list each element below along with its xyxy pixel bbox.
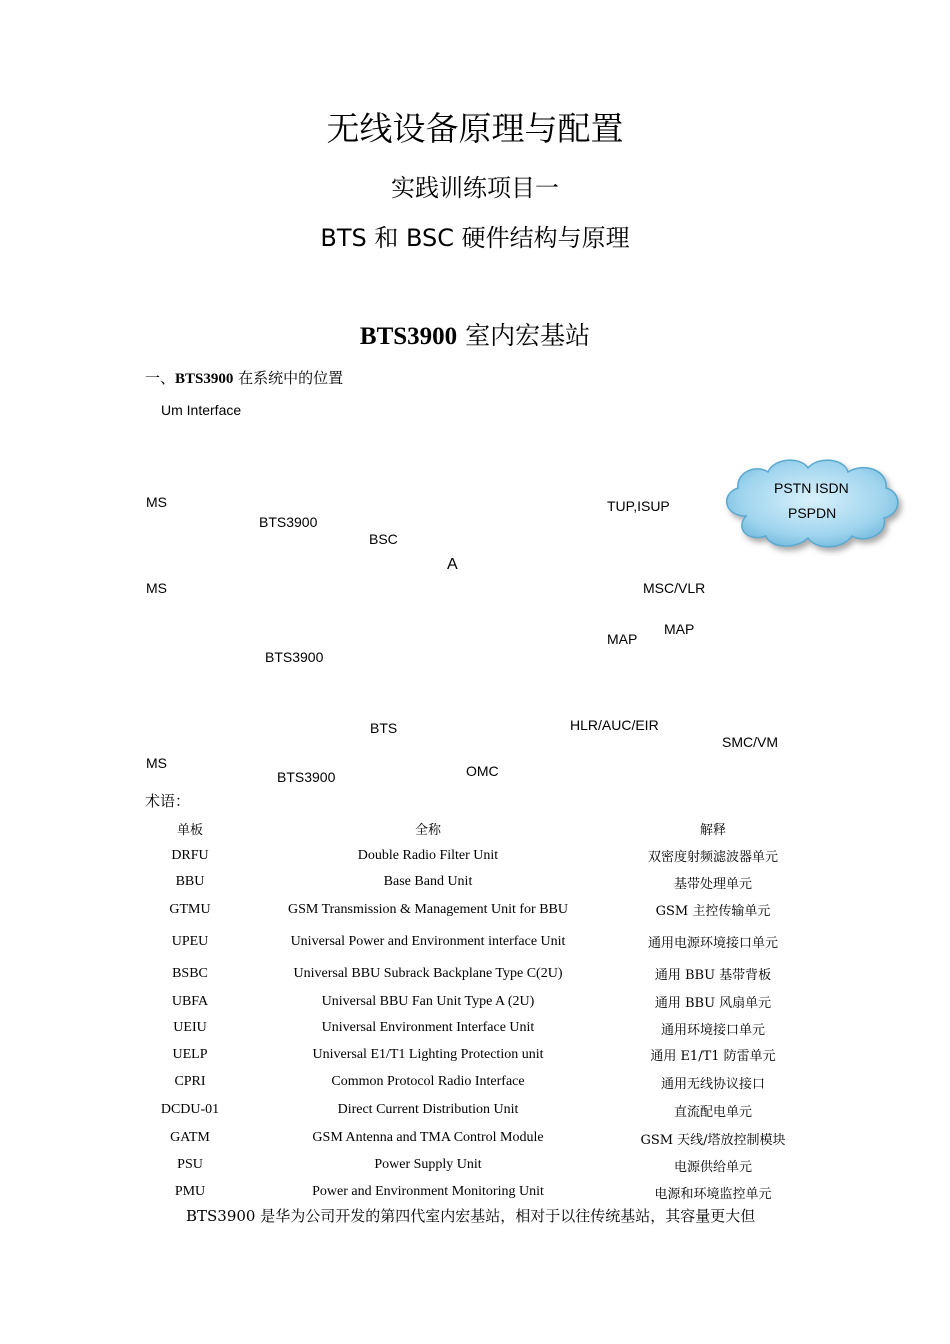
um-interface-label: Um Interface	[161, 402, 242, 418]
cell-board: GATM	[170, 1130, 210, 1145]
table-row	[130, 842, 820, 869]
cell-board: UBFA	[171, 993, 209, 1009]
cell-board: PSU	[177, 1157, 203, 1172]
tup-isup-label: TUP,ISUP	[607, 498, 670, 514]
cell-full-name: Power Supply Unit	[374, 1157, 482, 1172]
cell-full-name: GSM Transmission & Management Unit for BBU	[287, 901, 568, 917]
table-row	[130, 1178, 820, 1206]
section-heading-rest: 室内宏基站	[457, 321, 591, 350]
table-row	[130, 924, 820, 959]
terms-table	[130, 814, 820, 1206]
document-title: 无线设备原理与配置	[326, 109, 624, 148]
terms-label: 术语：	[145, 792, 191, 810]
table-row	[130, 1041, 820, 1068]
cell-explanation: 基带处理单元	[673, 876, 752, 892]
cell-board: UELP	[172, 1046, 208, 1062]
table-row	[130, 1152, 820, 1178]
table-row	[130, 1096, 820, 1124]
document-subtitle: 实践训练项目一	[391, 174, 559, 202]
table-row	[130, 1068, 820, 1096]
cell-board: BSBC	[172, 965, 208, 981]
cell-explanation: 通用电源环境接口单元	[647, 936, 778, 951]
map-label-2: MAP	[607, 631, 638, 647]
map-label-1: MAP	[664, 621, 695, 637]
omc-label: OMC	[466, 763, 499, 779]
cell-full-name: Common Protocol Radio Interface	[331, 1074, 525, 1089]
bts3900-label-3: BTS3900	[277, 769, 336, 785]
pstn-cloud	[716, 454, 906, 556]
header-full-name: 全称	[414, 822, 441, 838]
table-row	[130, 1015, 820, 1041]
heading-rest: 在系统中的位置	[233, 369, 344, 387]
a-interface-label: A	[447, 556, 458, 573]
ms-label-1: MS	[146, 494, 167, 510]
heading-position-in-system	[145, 367, 343, 388]
cell-full-name: GSM Antenna and TMA Control Module	[312, 1130, 544, 1145]
cell-full-name: Universal BBU Subrack Backplane Type C(2U)	[293, 965, 563, 981]
cell-full-name: Universal E1/T1 Lighting Protection unit	[312, 1046, 544, 1062]
cell-full-name: Double Radio Filter Unit	[357, 847, 499, 863]
cell-full-name: Direct Current Distribution Unit	[337, 1102, 519, 1117]
intro-paragraph: BTS3900 是华为公司开发的第四代室内宏基站，相对于以往传统基站，其容量更大但	[186, 1207, 756, 1225]
smc-vm-label: SMC/VM	[722, 734, 778, 750]
table-header-row	[130, 814, 820, 842]
document-subtitle-2: BTS 和 BSC 硬件结构与原理	[320, 224, 630, 252]
cell-explanation: 直流配电单元	[673, 1104, 752, 1120]
cloud-text-line-2: PSPDN	[788, 505, 837, 521]
cell-full-name: Universal Environment Interface Unit	[321, 1020, 535, 1035]
cell-explanation: 电源和环境监控单元	[654, 1186, 772, 1202]
cell-board: UPEU	[171, 933, 209, 949]
cell-board: PMU	[174, 1184, 206, 1199]
bsc-label: BSC	[369, 531, 398, 547]
cell-explanation: 双密度射频滤波器单元	[647, 850, 778, 865]
msc-vlr-label: MSC/VLR	[643, 580, 706, 596]
cell-board: GTMU	[169, 901, 211, 917]
cell-full-name: Power and Environment Monitoring Unit	[312, 1184, 544, 1199]
cloud-text-line-1: PSTN ISDN	[774, 480, 849, 496]
header-explanation: 解释	[699, 822, 726, 838]
table-row	[130, 959, 820, 988]
bts3900-label-2: BTS3900	[265, 649, 324, 665]
bts3900-label-1: BTS3900	[259, 514, 318, 530]
section-heading	[0, 316, 950, 352]
cell-board: DCDU-01	[160, 1102, 220, 1117]
cell-full-name: Base Band Unit	[383, 874, 473, 889]
cell-explanation: 通用 E1/T1 防雷单元	[650, 1049, 776, 1064]
cell-board: DRFU	[171, 847, 209, 863]
bts-label: BTS	[370, 720, 398, 736]
section-heading-bold: BTS3900	[359, 323, 458, 350]
cell-full-name: Universal BBU Fan Unit Type A (2U)	[321, 993, 535, 1009]
ms-label-2: MS	[146, 580, 167, 596]
heading-prefix: 一、	[145, 369, 176, 387]
cell-board: CPRI	[174, 1074, 206, 1089]
cell-explanation: GSM 天线/塔放控制模块	[640, 1132, 786, 1148]
cell-board: BBU	[175, 874, 205, 889]
cell-explanation: GSM 主控传输单元	[655, 904, 771, 919]
cell-explanation: 通用 BBU 基带背板	[654, 968, 772, 983]
table-row	[130, 869, 820, 895]
cell-explanation: 电源供给单元	[673, 1159, 752, 1175]
header-board: 单板	[176, 822, 203, 838]
cell-explanation: 通用环境接口单元	[660, 1022, 765, 1038]
cell-explanation: 通用 BBU 风扇单元	[654, 996, 772, 1011]
table-row	[130, 988, 820, 1015]
table-row	[130, 1124, 820, 1152]
heading-bold: BTS3900	[175, 371, 234, 387]
table-row	[130, 895, 820, 924]
hlr-auc-eir-label: HLR/AUC/EIR	[570, 717, 659, 733]
cell-full-name: Universal Power and Environment interface Unit	[290, 933, 566, 949]
ms-label-3: MS	[146, 755, 167, 771]
cell-explanation: 通用无线协议接口	[660, 1076, 765, 1092]
cell-board: UEIU	[173, 1020, 207, 1035]
